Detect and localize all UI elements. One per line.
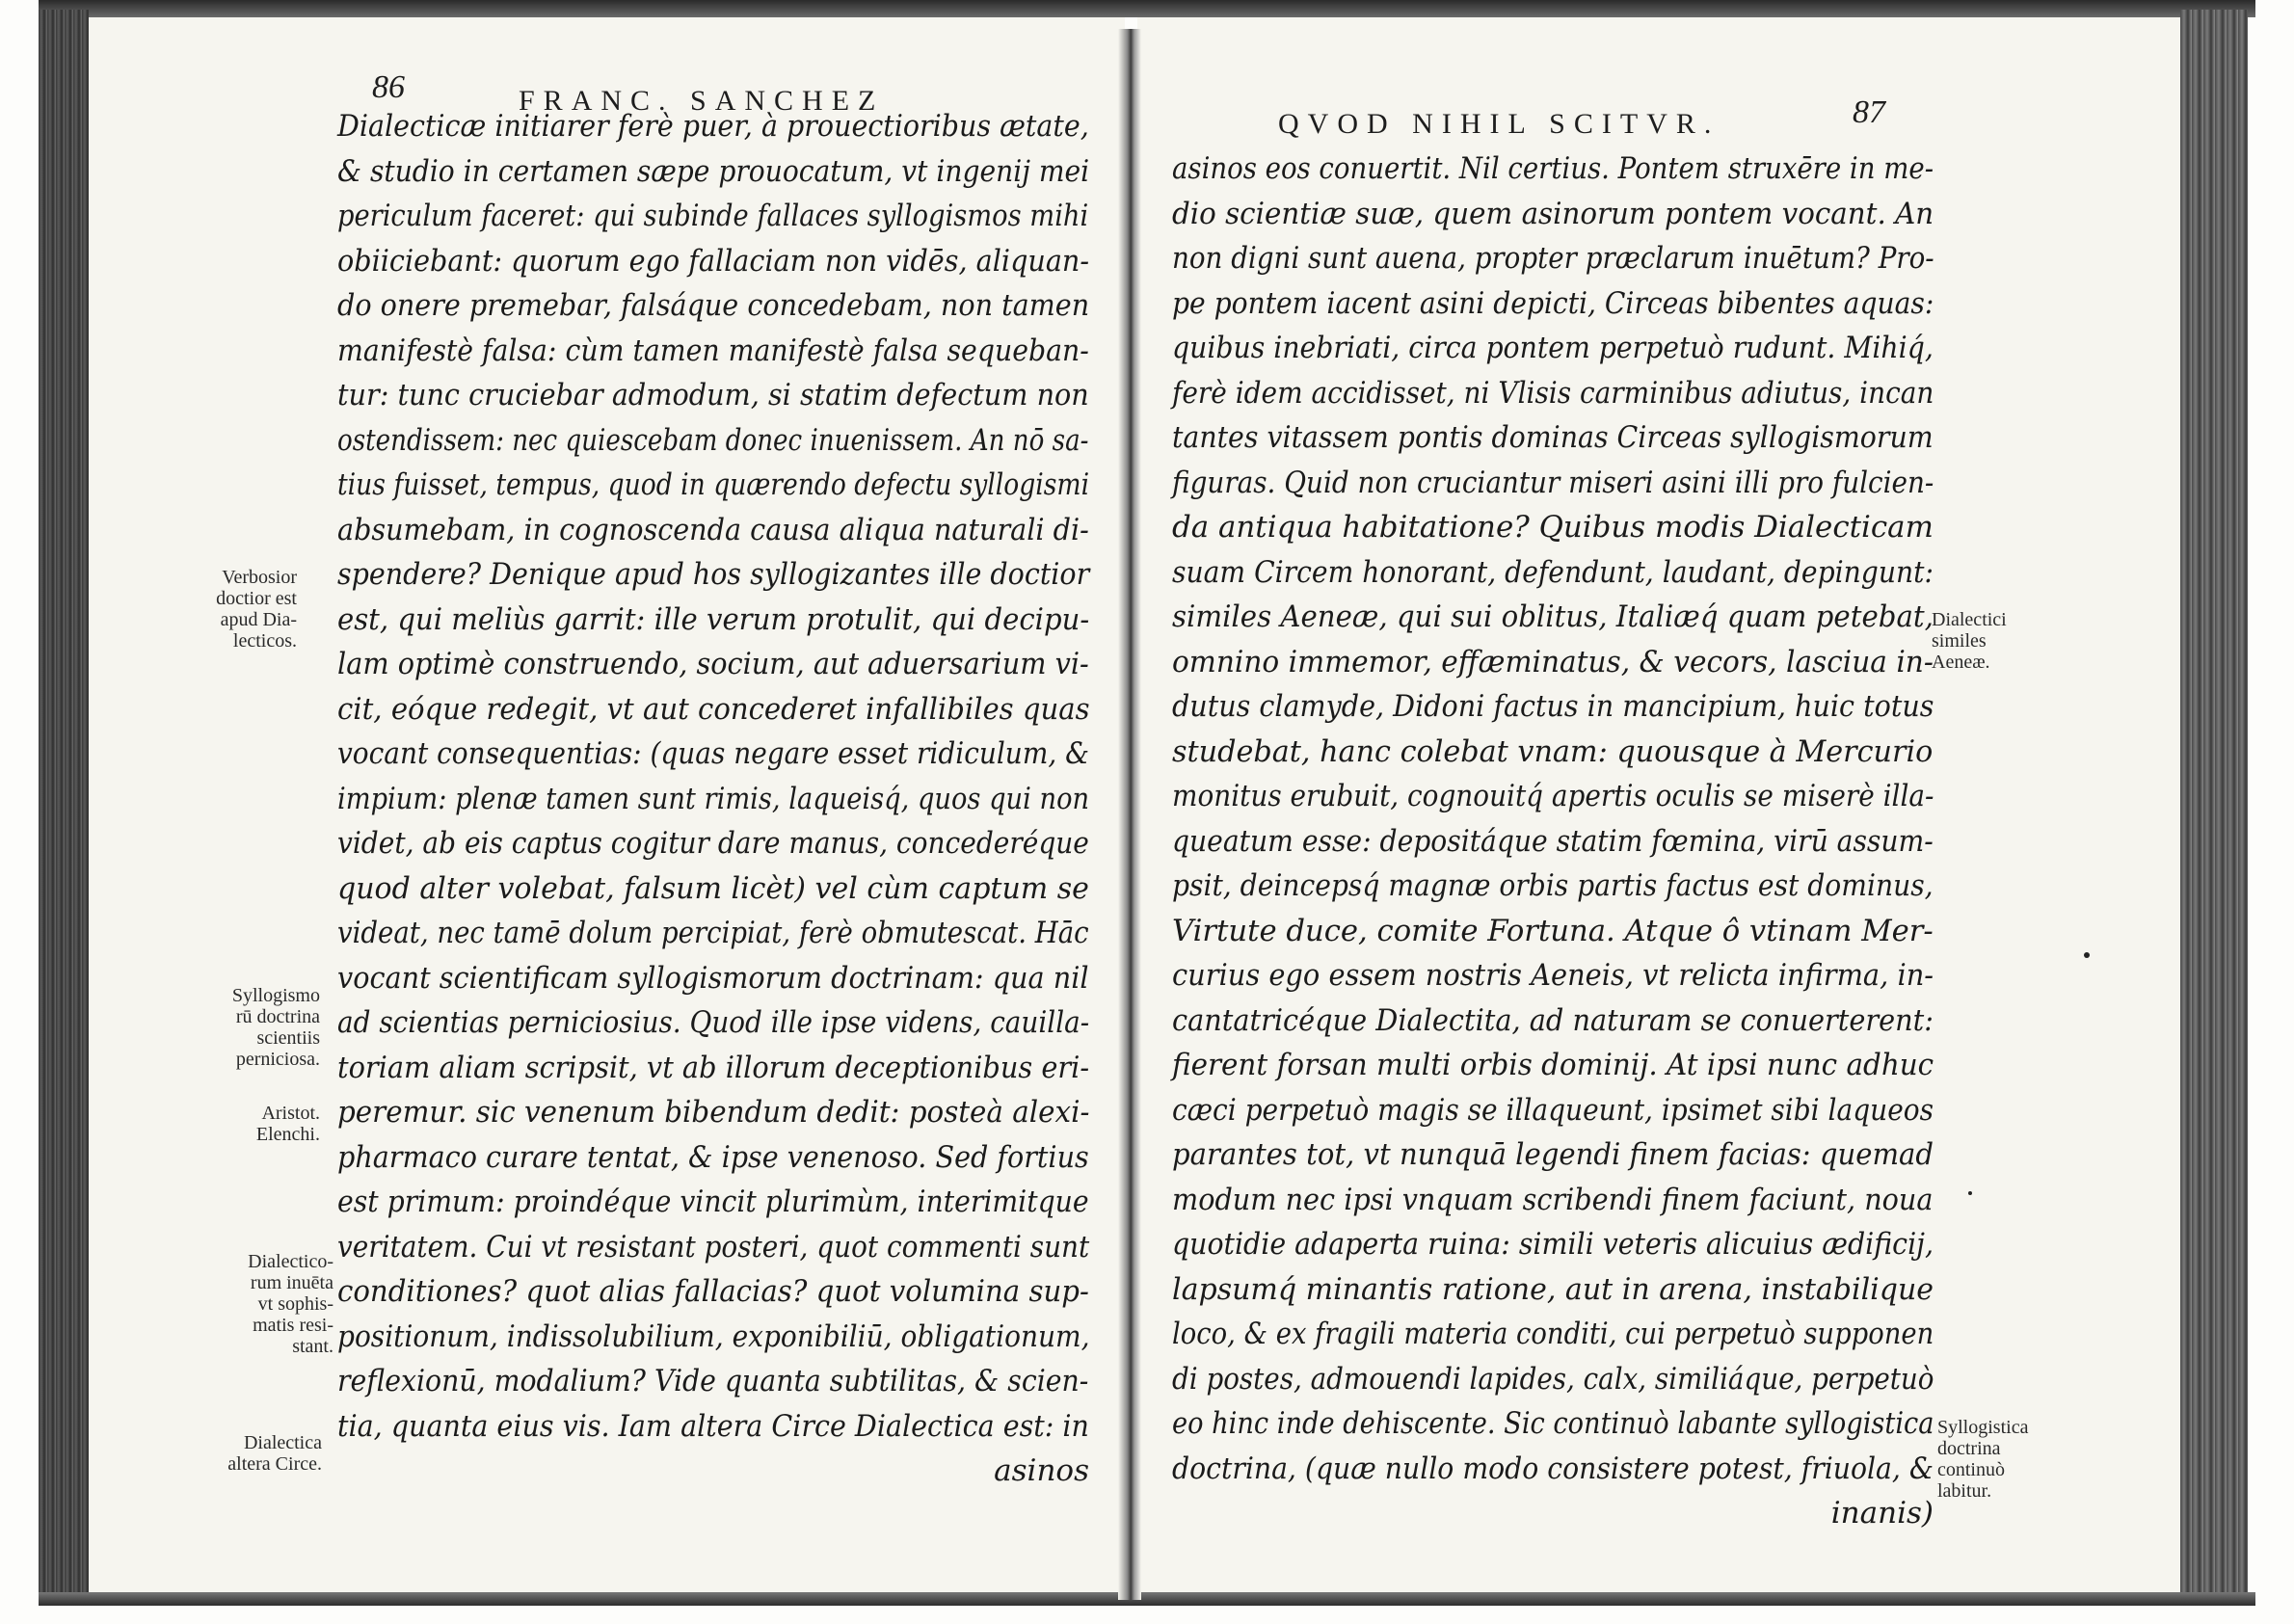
ink-speck <box>1968 1191 1972 1195</box>
right-running-head: QVOD NIHIL SCITVR. <box>1278 108 1720 140</box>
text-line: parantes tot, vt nunquā legendi finem facias: quemad <box>1172 1137 1934 1172</box>
margin-note-line: Verbosior <box>222 567 297 588</box>
margin-note-line: rum inuēta <box>250 1272 333 1293</box>
margin-note-line: lecticos. <box>232 630 297 652</box>
margin-note-line: doctrina <box>1937 1438 2001 1459</box>
text-line: ad scientias perniciosius. Quod ille ipse videns, cauilla- <box>337 1005 1090 1040</box>
text-line: & studio in certamen sæpe prouocatum, vt ingenij mei <box>337 153 1090 189</box>
margin-note-line: continuò <box>1937 1459 2005 1480</box>
margin-note-line: altera Circe. <box>227 1453 322 1475</box>
text-line: similes Aeneæ, qui sui oblitus, Italiæq́ quam petebat, <box>1172 599 1934 634</box>
book-gutter <box>1118 29 1141 1600</box>
text-line: studebat, hanc colebat vnam: quousque à Mercurio <box>1172 733 1934 769</box>
text-line: tia, quanta eius vis. Iam altera Circe Dialectica est: in <box>337 1408 1089 1444</box>
text-line: do onere premebar, falsáque concedebam, non tamen <box>337 288 1090 323</box>
left-text-block <box>337 104 1089 1494</box>
text-line: monitus erubuit, cognouitq́ apertis oculis se miserè illa- <box>1172 779 1934 813</box>
left-folio: 86 <box>372 69 405 105</box>
left-margin-note <box>227 1432 322 1475</box>
text-line: spendere? Denique apud hos syllogizantes ille doctior <box>337 557 1090 592</box>
text-line: toriam aliam scripsit, vt ab illorum deceptionibus eri- <box>337 1050 1090 1085</box>
text-line: videat, nec tamē dolum percipiat, ferè obmutescat. Hāc <box>337 916 1089 950</box>
text-line: figuras. Quid non cruciantur miseri asini illi pro fulcien- <box>1172 465 1934 500</box>
text-line: di postes, admouendi lapides, calx, similiáque, perpetuò <box>1172 1361 1934 1397</box>
text-line: manifestè falsa: cùm tamen manifestè falsa sequeban- <box>337 333 1089 368</box>
scan-border-top <box>39 0 2255 17</box>
text-line: curius ego essem nostris Aeneis, vt relicta infirma, in- <box>1172 958 1934 993</box>
text-line: veritatem. Cui vt resistant posteri, quot commenti sunt <box>337 1229 1090 1265</box>
left-margin-note <box>256 1103 320 1145</box>
margin-note-line: scientiis <box>256 1027 320 1049</box>
left-margin-note <box>216 567 297 652</box>
margin-note-line: vt sophis- <box>257 1293 333 1315</box>
text-line: impium: plenæ tamen sunt rimis, laqueisq́, quos qui non <box>337 781 1090 816</box>
text-line: pharmaco curare tentat, & ipse venenoso. Sed fortius <box>337 1139 1089 1175</box>
text-line: vocant scientificam syllogismorum doctrinam: qua nil <box>337 960 1089 996</box>
text-line: asinos eos conuertit. Nil certius. Pontem struxēre in me- <box>1172 151 1934 186</box>
text-line: doctrina, (quæ nullo modo consistere potest, friuola, & <box>1172 1451 1934 1486</box>
text-line: dio scientiæ suæ, quem asinorum pontem vocant. An <box>1172 196 1934 231</box>
margin-note-line: similes <box>1932 630 1987 652</box>
text-line: peremur. sic venenum bibendum dedit: posteà alexi- <box>337 1095 1090 1130</box>
text-line: fierent forsan multi orbis dominij. At ipsi nunc adhuc <box>1172 1048 1934 1082</box>
margin-note-line: Dialectici <box>1932 609 2007 630</box>
text-line: reflexionū, modalium? Vide quanta subtilitas, & scien- <box>337 1364 1089 1398</box>
text-line: suam Circem honorant, defendunt, laudant, depingunt: <box>1172 554 1934 590</box>
text-line: dutus clamyde, Didoni factus in mancipium, huic totus <box>1172 689 1934 724</box>
text-line: pe pontem iacent asini depicti, Circeas bibentes aquas: <box>1172 285 1934 321</box>
text-line: est primum: proindéque vincit plurimùm, interimitque <box>337 1185 1089 1219</box>
left-running-head: FRANC. SANCHEZ <box>519 85 885 117</box>
margin-note-line: Syllogistica <box>1937 1417 2029 1438</box>
text-line: cantatricéque Dialectita, ad naturam se conuerterent: <box>1172 1002 1934 1038</box>
text-line: omnino immemor, effæminatus, & vecors, lasciua in- <box>1172 644 1934 679</box>
right-margin-note <box>1932 609 2007 673</box>
text-line: ferè idem accidisset, ni Vlisis carminibus adiutus, incan <box>1172 375 1934 411</box>
text-line: cæci perpetuò magis se illaqueunt, ipsimet sibi laqueos <box>1172 1092 1934 1128</box>
margin-note-line: matis resi- <box>253 1315 333 1336</box>
margin-note-line: doctior est <box>216 588 297 609</box>
margin-note-line: Aeneæ. <box>1932 652 1990 673</box>
right-margin-note <box>1937 1417 2028 1502</box>
scan-border-left <box>39 10 89 1605</box>
margin-note-line: stant. <box>292 1336 333 1357</box>
left-margin-note <box>248 1251 333 1357</box>
text-line: videt, ab eis captus cogitur dare manus, concederéque <box>337 826 1089 861</box>
text-line: quod alter volebat, falsum licèt) vel cùm captum se <box>337 870 1089 906</box>
margin-note-line: perniciosa. <box>235 1049 320 1070</box>
left-margin-note <box>232 985 320 1070</box>
margin-note-line: Elenchi. <box>255 1124 320 1145</box>
margin-note-line: Dialectica <box>243 1432 322 1453</box>
text-line: cit, eóque redegit, vt aut concederet infallibiles quas <box>337 691 1090 727</box>
text-line: tius fuisset, tempus, quod in quærendo defectu syllogismi <box>337 467 1090 502</box>
text-line: conditiones? quot alias fallacias? quot volumina sup- <box>337 1274 1089 1309</box>
text-line: lapsumq́ minantis ratione, aut in arena, instabilique <box>1172 1271 1934 1307</box>
text-line: absumebam, in cognoscenda causa aliqua naturali di- <box>337 512 1089 547</box>
text-line: vocant consequentias: (quas negare esset ridiculum, & <box>337 736 1090 771</box>
text-line: psit, deincepsq́ magnæ orbis partis factus est dominus, <box>1172 868 1934 903</box>
text-line: est, qui meliùs garrit: ille verum protulit, qui decipu- <box>337 601 1090 637</box>
scan-border-bottom <box>39 1592 2255 1606</box>
text-line: eo hinc inde dehiscente. Sic continuò labante syllogistica <box>1172 1406 1934 1441</box>
text-line: loco, & ex fragili materia conditi, cui perpetuò supponen <box>1172 1317 1934 1351</box>
text-line: Dialecticæ initiarer ferè puer, à prouectioribus ætate, <box>337 109 1089 144</box>
right-folio: 87 <box>1853 94 1885 130</box>
margin-note-line: Aristot. <box>261 1103 320 1124</box>
text-line: queatum esse: depositáque statim fœmina, virū assum- <box>1172 823 1934 859</box>
text-line: modum nec ipsi vnquam scribendi finem faciunt, noua <box>1172 1182 1934 1217</box>
ink-speck <box>2084 952 2090 958</box>
text-line: non digni sunt auena, propter præclarum inuētum? Pro- <box>1172 241 1934 276</box>
text-line: lam optimè construendo, socium, aut aduersarium vi- <box>337 647 1089 681</box>
text-line: Virtute duce, comite Fortuna. Atque ô vtinam Mer- <box>1172 913 1934 948</box>
margin-note-line: labitur. <box>1937 1480 1992 1502</box>
text-line: quibus inebriati, circa pontem perpetuò rudunt. Mihiq́, <box>1172 331 1934 365</box>
text-line: ostendissem: nec quiescebam donec inuenissem. An nō sa- <box>337 422 1089 458</box>
text-line: da antiqua habitatione? Quibus modis Dialecticam <box>1172 510 1934 545</box>
text-line: quotidie adaperta ruina: simili veteris alicuius ædificij, <box>1172 1227 1934 1262</box>
scan-border-right <box>2180 10 2248 1605</box>
text-line: tantes vitassem pontis dominas Circeas syllogismorum <box>1172 420 1934 455</box>
text-line: tur: tunc cruciebar admodum, si statim defectum non <box>337 378 1089 413</box>
margin-note-line: Dialectico- <box>248 1251 333 1272</box>
margin-note-line: Syllogismo <box>231 985 320 1006</box>
text-line: periculum faceret: qui subinde fallaces syllogismos mihi <box>337 199 1089 233</box>
text-line: positionum, indissolubilium, exponibiliū, obligationum, <box>337 1318 1090 1354</box>
margin-note-line: rū doctrina <box>235 1006 320 1027</box>
right-text-block <box>1172 146 1934 1536</box>
margin-note-line: apud Dia- <box>220 609 297 630</box>
text-line: obiiciebant: quorum ego fallaciam non vidēs, aliquan- <box>337 243 1090 279</box>
catchword: inanis) <box>1830 1496 1934 1531</box>
catchword: asinos <box>994 1453 1089 1488</box>
